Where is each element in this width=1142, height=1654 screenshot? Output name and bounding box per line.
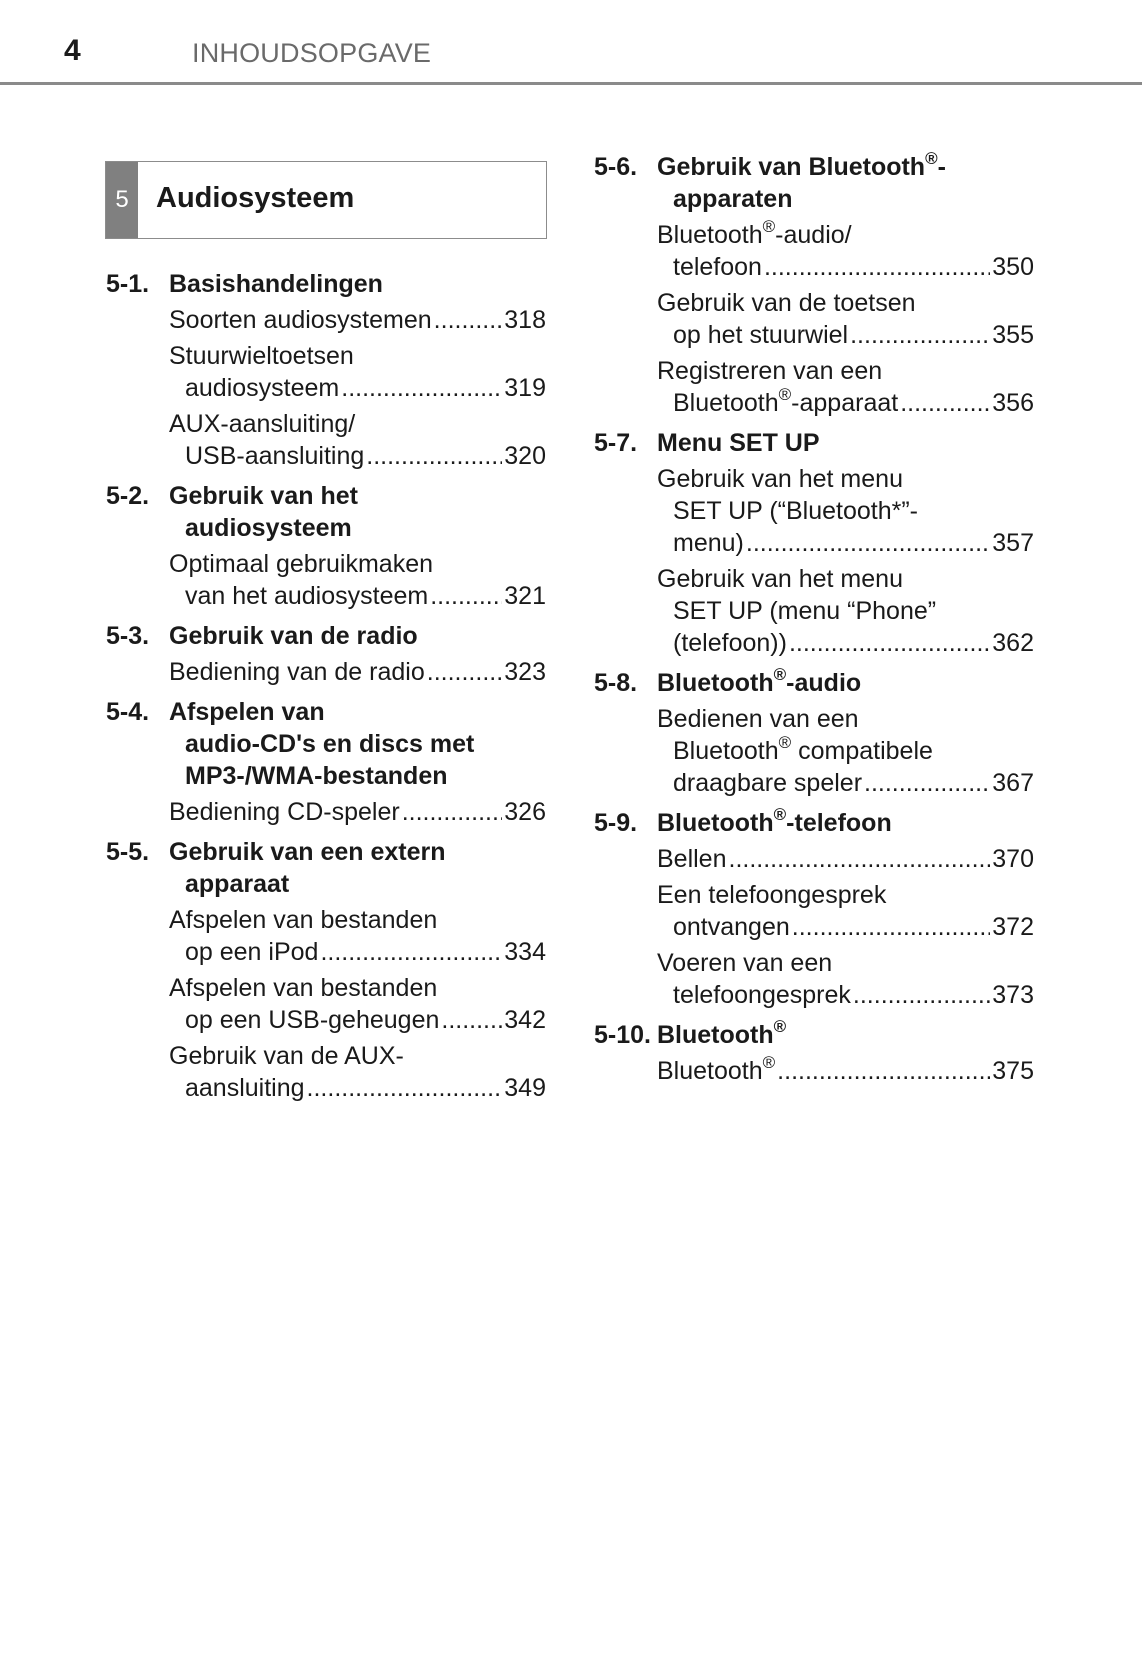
section-title-cont: apparaat [185, 870, 290, 898]
entry-line: Stuurwieltoetsen [169, 342, 354, 370]
toc-entry[interactable] [657, 219, 1034, 283]
leader-dots [430, 580, 502, 612]
leader-dots [307, 1072, 503, 1104]
toc-section-5-2[interactable] [106, 480, 546, 544]
toc-entry[interactable] [169, 656, 546, 688]
entry-line: Afspelen van bestanden [169, 974, 438, 1002]
entry-text: USB-aansluiting [185, 442, 365, 470]
leader-dots [777, 1055, 990, 1087]
section-title-cont: apparaten [673, 185, 793, 213]
entry-text: telefoongesprek [673, 981, 851, 1009]
entry-text: draagbare speler [673, 769, 863, 797]
header-rule [0, 82, 1142, 85]
entry-line: SET UP (“Bluetooth*”- [673, 497, 919, 525]
section-title: Gebruik van het [169, 482, 358, 510]
leader-dots [434, 304, 503, 336]
page-header [0, 0, 1142, 88]
entry-line: AUX-aansluiting/ [169, 410, 356, 438]
section-number: 5-1. [106, 270, 150, 298]
section-title: Bluetooth [657, 669, 774, 697]
leader-dots [850, 319, 990, 351]
registered-mark: ® [762, 1053, 776, 1072]
leader-dots [792, 911, 991, 943]
toc-entry[interactable] [169, 548, 546, 612]
leader-dots [320, 936, 502, 968]
entry-text: op een iPod [185, 938, 319, 966]
registered-mark: ® [773, 665, 787, 684]
entry-line: Bedienen van een [657, 705, 859, 733]
entry-page: 370 [992, 845, 1034, 873]
toc-entry[interactable] [657, 287, 1034, 351]
section-title: Afspelen van [169, 698, 325, 726]
entry-text: telefoon [673, 253, 762, 281]
entry-page: 318 [504, 306, 546, 334]
entry-text: menu) [673, 529, 744, 557]
entry-page: 356 [992, 389, 1034, 417]
section-title: Gebruik van de radio [169, 622, 418, 650]
section-title-cont: audiosysteem [185, 514, 352, 542]
leader-dots [789, 627, 990, 659]
toc-entry[interactable] [657, 355, 1034, 419]
entry-page: 372 [992, 913, 1034, 941]
entry-text: Bediening CD-speler [169, 798, 400, 826]
leader-dots [900, 387, 990, 419]
chapter-number: 5 [106, 162, 138, 238]
entry-page: 342 [504, 1006, 546, 1034]
toc-entry[interactable] [169, 1040, 546, 1104]
leader-dots [853, 979, 990, 1011]
entry-line: SET UP (menu “Phone” [673, 597, 937, 625]
toc-right-column [594, 151, 1034, 1087]
entry-page: 319 [504, 374, 546, 402]
leader-dots [441, 1004, 502, 1036]
toc-entry[interactable] [169, 972, 546, 1036]
toc-entry[interactable] [657, 703, 1034, 799]
section-title-cont: MP3-/WMA-bestanden [185, 762, 448, 790]
toc-section-5-5[interactable] [106, 836, 546, 900]
entry-page: 323 [504, 658, 546, 686]
entry-text: Bediening van de radio [169, 658, 425, 686]
chapter-title: Audiosysteem [156, 182, 355, 214]
section-title-suffix: - [937, 153, 946, 181]
section-number: 5-9. [594, 809, 638, 837]
leader-dots [729, 843, 991, 875]
toc-entry[interactable] [169, 304, 546, 336]
entry-page: 367 [992, 769, 1034, 797]
toc-section-5-8[interactable] [594, 667, 1034, 699]
toc-entry[interactable] [657, 1055, 1034, 1087]
entry-line: Registreren van een [657, 357, 883, 385]
section-number: 5-4. [106, 698, 150, 726]
section-number: 5-8. [594, 669, 638, 697]
leader-dots [366, 440, 502, 472]
leader-dots [864, 767, 990, 799]
section-title: Gebruik van een extern [169, 838, 446, 866]
leader-dots [427, 656, 503, 688]
section-number: 5-5. [106, 838, 150, 866]
running-title: INHOUDSOPGAVE [192, 38, 432, 68]
entry-page: 362 [992, 629, 1034, 657]
registered-mark: ® [773, 1017, 787, 1036]
entry-text: ontvangen [673, 913, 790, 941]
entry-page: 375 [992, 1057, 1034, 1085]
registered-mark: ® [778, 385, 792, 404]
entry-line: Gebruik van de AUX- [169, 1042, 404, 1070]
section-title: Bluetooth [657, 1021, 774, 1049]
chapter-box [105, 161, 547, 239]
section-title-suffix: -audio [786, 669, 862, 697]
section-number: 5-10. [594, 1021, 651, 1049]
entry-line: Bluetooth [673, 737, 779, 765]
section-number: 5-2. [106, 482, 150, 510]
toc-section-5-6[interactable] [594, 151, 1034, 215]
toc-entry[interactable] [169, 796, 546, 828]
registered-mark: ® [778, 733, 792, 752]
section-title: Gebruik van Bluetooth [657, 153, 926, 181]
entry-page: 350 [992, 253, 1034, 281]
toc-left-column [106, 268, 546, 1104]
registered-mark: ® [762, 217, 776, 236]
section-number: 5-3. [106, 622, 150, 650]
entry-line: Gebruik van het menu [657, 465, 903, 493]
registered-mark: ® [925, 149, 938, 168]
toc-entry[interactable] [657, 879, 1034, 943]
toc-section-5-4[interactable] [106, 696, 546, 792]
toc-entry[interactable] [657, 843, 1034, 875]
entry-text: Bluetooth [657, 1057, 763, 1085]
entry-line: Optimaal gebruikmaken [169, 550, 434, 578]
toc-section-5-3[interactable] [106, 620, 546, 652]
registered-mark: ® [773, 805, 787, 824]
leader-dots [402, 796, 503, 828]
section-title: Bluetooth [657, 809, 774, 837]
entry-line: Een telefoongesprek [657, 881, 887, 909]
entry-line-suffix: compatibele [791, 737, 933, 765]
section-title-cont: audio-CD's en discs met [185, 730, 475, 758]
entry-page: 320 [504, 442, 546, 470]
entry-line: Voeren van een [657, 949, 833, 977]
toc-entry[interactable] [169, 340, 546, 404]
entry-text: Soorten audiosystemen [169, 306, 432, 334]
section-number: 5-7. [594, 429, 638, 457]
entry-page: 349 [504, 1074, 546, 1102]
toc-entry[interactable] [169, 904, 546, 968]
leader-dots [746, 527, 990, 559]
toc-section-5-1[interactable] [106, 268, 546, 300]
entry-page: 321 [504, 582, 546, 610]
entry-text: Bluetooth [673, 389, 779, 417]
entry-page: 373 [992, 981, 1034, 1009]
entry-page: 326 [504, 798, 546, 826]
entry-page: 357 [992, 529, 1034, 557]
toc-section-5-7[interactable] [594, 427, 1034, 459]
toc-entry[interactable] [657, 463, 1034, 559]
section-number: 5-6. [594, 153, 638, 181]
entry-page: 334 [504, 938, 546, 966]
section-title-suffix: -telefoon [786, 809, 892, 837]
entry-text: van het audiosysteem [185, 582, 429, 610]
entry-text: Bellen [657, 845, 727, 873]
toc-entry[interactable] [657, 563, 1034, 659]
toc-section-5-10[interactable] [594, 1019, 1034, 1051]
entry-line-suffix: -audio/ [775, 221, 852, 249]
toc-entry[interactable] [169, 408, 546, 472]
page-number: 4 [64, 34, 81, 67]
entry-line: Gebruik van de toetsen [657, 289, 916, 317]
section-title: Basishandelingen [169, 270, 383, 298]
entry-text: op een USB-geheugen [185, 1006, 440, 1034]
entry-line: Bluetooth [657, 221, 763, 249]
entry-text: op het stuurwiel [673, 321, 849, 349]
toc-entry[interactable] [657, 947, 1034, 1011]
entry-page: 355 [992, 321, 1034, 349]
toc-section-5-9[interactable] [594, 807, 1034, 839]
entry-line: Afspelen van bestanden [169, 906, 438, 934]
entry-text: (telefoon)) [673, 629, 787, 657]
entry-text: aansluiting [185, 1074, 305, 1102]
entry-line: Gebruik van het menu [657, 565, 903, 593]
leader-dots [764, 251, 990, 283]
leader-dots [341, 372, 502, 404]
section-title: Menu SET UP [657, 429, 820, 457]
entry-text: audiosysteem [185, 374, 340, 402]
entry-text-suffix: -apparaat [791, 389, 899, 417]
